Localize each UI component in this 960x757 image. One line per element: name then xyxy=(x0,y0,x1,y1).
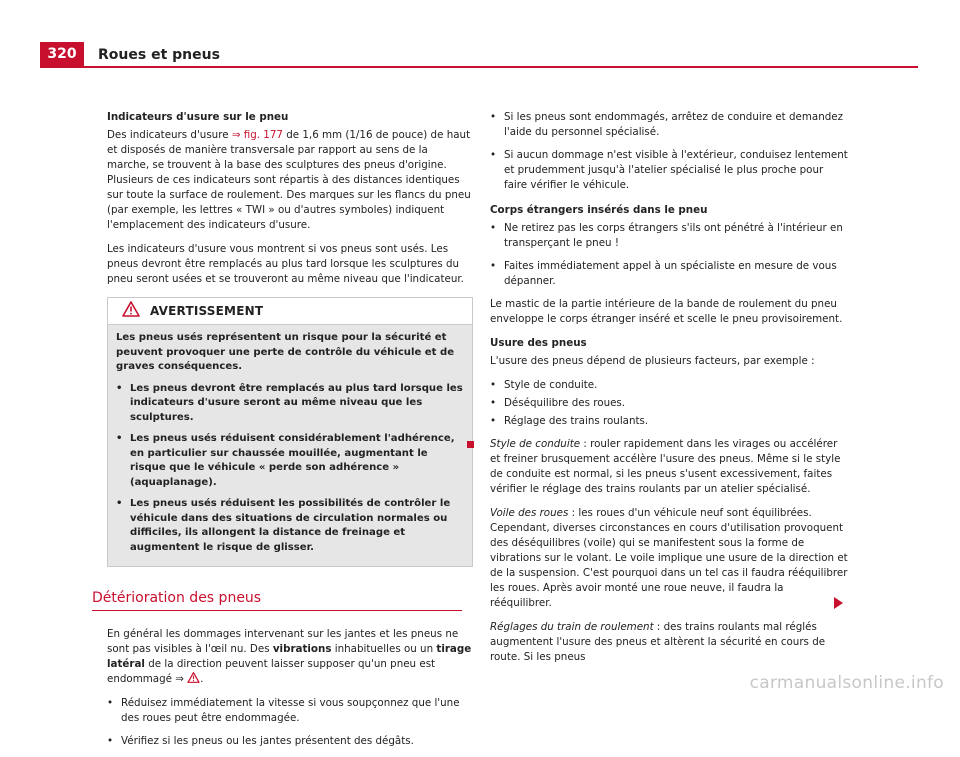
damage-item: • Si aucun dommage n'est visible à l'extérieur, conduisez lentement et prudemment jusqu'à l'atelier spécialisé le plus proche pour faire vérifier le véhicule. xyxy=(490,149,848,191)
damage-text-c: inhabituelles ou un xyxy=(331,643,437,655)
warning-ref-icon[interactable] xyxy=(187,673,200,685)
end-square-marker xyxy=(467,441,474,448)
page-number: 320 xyxy=(40,42,84,66)
usure-item-text: Déséquilibre des roues. xyxy=(504,397,626,409)
foreign-item: • Ne retirez pas les corps étrangers s'ils ont pénétré à l'intérieur en transperçant le pneu ! xyxy=(490,221,848,251)
usure-item: • Déséquilibre des roues. xyxy=(490,397,626,409)
voile-paragraph xyxy=(490,506,848,611)
foreign-item: • Faites immédiatement appel à un spécialiste en mesure de vous dépanner. xyxy=(490,259,848,289)
continue-arrow-icon xyxy=(834,597,843,609)
usure-item-text: Style de conduite. xyxy=(504,379,598,391)
warning-item: • Les pneus usés réduisent considérablement l'adhérence, en particulier sur chaussée mouillée, augmentant le risque que le véhicule « perde son adhérence » (aquaplanage). xyxy=(116,432,464,490)
damage-item: • Si les pneus sont endommagés, arrêtez de conduire et demandez l'aide du personnel spécialisé. xyxy=(490,110,848,140)
usure-item: • Style de conduite. xyxy=(490,379,598,391)
foreign-item-text: Faites immédiatement appel à un spécialiste en mesure de vous dépanner. xyxy=(504,260,837,287)
usure-item-text: Réglage des trains roulants. xyxy=(504,415,649,427)
reglages-label: Réglages du train de roulement xyxy=(490,621,654,633)
usure-item: • Réglage des trains roulants. xyxy=(490,415,649,427)
wear-p1-text-a: Des indicateurs d'usure xyxy=(107,129,232,141)
damage-item: • Réduisez immédiatement la vitesse si vous soupçonnez que l'une des roues peut être endommagée. xyxy=(107,696,473,726)
warning-body xyxy=(108,325,472,566)
warning-item: • Les pneus usés réduisent les possibilités de contrôler le véhicule dans des situations de circulation normales ou difficiles, ils allongent la distance de freinage et augmentent le risque de glisser. xyxy=(116,497,464,555)
damage-text-tirage: tirage latéral xyxy=(107,643,472,670)
wear-p1-text-b: de 1,6 mm (1/16 de pouce) de haut et disposés de manière transversale par rapport au sens de la marche, se trouvent à la base des sculptures des pneus d'origine. Plusieurs de ces indicateurs sont répartis à des distances identiques sur toute la surface de roulement. Des marques sur les flancs du pneu (par exemple, les lettres « TWI » ou d'autres symboles) indiquent l'emplacement des indicateurs d'usure. xyxy=(107,129,471,231)
usure-intro: L'usure des pneus dépend de plusieurs facteurs, par exemple : xyxy=(490,355,815,367)
section-title: Détérioration des pneus xyxy=(92,591,462,611)
chapter-title: Roues et pneus xyxy=(98,47,220,63)
warning-intro: Les pneus usés représentent un risque pour la sécurité et peuvent provoquer une perte de contrôle du véhicule et de graves conséquences. xyxy=(116,332,455,372)
warning-item-text: Les pneus usés réduisent considérablement l'adhérence, en particulier sur chaussée mouillée, augmentant le risque que le véhicule « perde son adhérence » (aquaplanage). xyxy=(130,433,455,488)
wear-paragraph-1 xyxy=(107,128,473,233)
warning-item: • Les pneus devront être remplacés au plus tard lorsque les indicateurs d'usure seront au même niveau que les sculptures. xyxy=(116,382,464,426)
damage-item-text: Si aucun dommage n'est visible à l'extérieur, conduisez lentement et prudemment jusqu'à l'atelier spécialisé le plus proche pour faire vérifier le véhicule. xyxy=(504,149,848,191)
damage-text-e: de la direction peuvent laisser supposer qu'un pneu est endommagé ⇒ xyxy=(107,658,436,685)
warning-header xyxy=(108,298,472,325)
warning-title: AVERTISSEMENT xyxy=(150,303,264,318)
style-label: Style de conduite xyxy=(490,438,581,450)
damage-text-a: En général les dommages intervenant sur les jantes et les pneus ne sont pas visibles à l'œil nu. Des xyxy=(107,628,459,655)
damage-text-vibrations: vibrations xyxy=(272,643,332,655)
damage-item-text: Si les pneus sont endommagés, arrêtez de conduire et demandez l'aide du personnel spécialisé. xyxy=(504,111,843,138)
right-column xyxy=(490,110,848,674)
reglages-paragraph xyxy=(490,620,848,665)
usure-heading: Usure des pneus xyxy=(490,337,587,349)
left-column xyxy=(92,110,473,757)
damage-item: • Vérifiez si les pneus ou les jantes présentent des dégâts. xyxy=(107,735,414,747)
foreign-heading: Corps étrangers insérés dans le pneu xyxy=(490,204,708,216)
damage-paragraph: En général les dommages intervenant sur les jantes et les pneus ne sont pas visibles à l'œil nu. Des vibrations inhabituelles ou un tirage latéral de la direction peuvent laisser supposer qu'un pneu est endommagé ⇒ . xyxy=(107,628,472,685)
fig-177-link[interactable]: ⇒ fig. 177 xyxy=(231,129,283,141)
header-rule xyxy=(40,66,918,68)
foreign-item-text: Ne retirez pas les corps étrangers s'ils ont pénétré à l'intérieur en transperçant le pneu ! xyxy=(504,222,843,249)
wear-heading: Indicateurs d'usure sur le pneu xyxy=(107,111,289,123)
damage-item-text: Vérifiez si les pneus ou les jantes présentent des dégâts. xyxy=(121,735,414,747)
watermark: carmanualsonline.info xyxy=(749,673,944,693)
style-paragraph xyxy=(490,437,848,497)
reglages-text: : des trains roulants mal réglés augmentent l'usure des pneus et altèrent la sécurité en cours de route. Si les pneus xyxy=(490,621,826,663)
warning-item-text: Les pneus usés réduisent les possibilités de contrôler le véhicule dans des situations de circulation normales ou difficiles, ils allongent la distance de freinage et augmentent le risque de glisser. xyxy=(130,498,451,553)
style-text: : rouler rapidement dans les virages ou accélérer et freiner brusquement accélère l'usure des pneus. Même si le style de conduite est normal, si les pneus s'usent excessivement, faites vérifier le réglage des trains roulants par un atelier spécialisé. xyxy=(490,438,841,495)
voile-label: Voile des roues xyxy=(490,507,569,519)
damage-item-text: Réduisez immédiatement la vitesse si vous soupçonnez que l'une des roues peut être endommagée. xyxy=(121,697,460,724)
wear-paragraph-2: Les indicateurs d'usure vous montrent si vos pneus sont usés. Les pneus devront être remplacés au plus tard lorsque les sculptures du pneu seront usées et se trouveront au même niveau que l'indicateur. xyxy=(107,243,464,285)
voile-text: : les roues d'un véhicule neuf sont équilibrées. Cependant, diverses circonstances en cours d'utilisation provoquent des déséquilibres (voile) qui se manifestent sous la forme de vibrations sur le volant. Le voile implique une usure de la direction et de la suspension. C'est pourquoi dans un tel cas il faudra rééquilibrer les roues. Après avoir monté une roue neuve, il faudra la rééquilibrer. xyxy=(490,507,848,609)
warning-triangle-icon xyxy=(122,301,140,322)
mastic-paragraph: Le mastic de la partie intérieure de la bande de roulement du pneu enveloppe le corps étranger inséré et scelle le pneu provisoirement. xyxy=(490,298,843,325)
warning-box xyxy=(107,297,473,567)
warning-item-text: Les pneus devront être remplacés au plus tard lorsque les indicateurs d'usure seront au même niveau que les sculptures. xyxy=(130,382,463,423)
